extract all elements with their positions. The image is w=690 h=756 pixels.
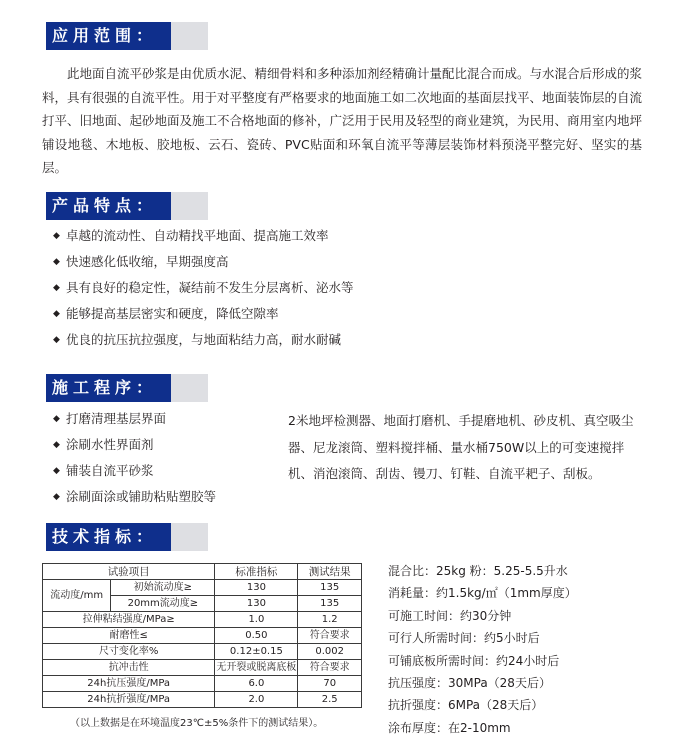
spec-details [388,560,577,739]
table-cell: 符合要求 [298,628,362,644]
table-cell: 24h抗压强度/MPa [43,676,215,692]
table-row [43,644,362,660]
list-item: 可行人所需时间：约5小时后 [388,631,540,646]
table-cell: 1.2 [298,612,362,628]
list-item [50,484,216,510]
table-cell: 初始流动度≥ [111,580,215,596]
feature-text: 优良的抗压抗拉强度，与地面粘结力高，耐水耐碱 [66,332,342,347]
specs-heading [46,523,208,551]
table-cell: 拉伸粘结强度/MPa≥ [43,612,215,628]
list-item: 可铺底板所需时间：约24小时后 [388,653,560,668]
bullet-icon: ◆ [53,335,60,345]
bullet-icon: ◆ [53,492,60,502]
table-cell: 0.002 [298,644,362,660]
table-cell: 符合要求 [298,660,362,676]
table-cell: 1.0 [215,612,298,628]
table-cell: 70 [298,676,362,692]
table-row [43,660,362,676]
table-cell: 135 [298,596,362,612]
flow-group-label: 流动度/mm [43,580,111,612]
heading-accent [171,22,208,50]
features-heading [46,192,208,220]
table-cell: 20mm流动度≥ [111,596,215,612]
feature-text: 快速感化低收缩，早期强度高 [66,254,229,269]
list-item [50,301,354,327]
list-item: 可施工时间：约30分钟 [388,608,512,623]
table-header-row [43,564,362,580]
table-cell: 135 [298,580,362,596]
step-text: 涂刷面涂或铺助粘贴塑胶等 [66,489,217,504]
step-text: 涂刷水性界面剂 [66,437,154,452]
spec-table [42,563,362,708]
application-title: 应用范围： [46,22,171,50]
table-cell: 6.0 [215,676,298,692]
application-heading [46,22,208,50]
table-row [43,628,362,644]
procedure-title: 施工程序： [46,374,171,402]
procedure-heading [46,374,208,402]
list-item [50,458,216,484]
table-header: 标准指标 [215,564,298,580]
feature-text: 能够提高基层密实和硬度，降低空隙率 [66,306,279,321]
bullet-icon: ◆ [53,414,60,424]
specs-title: 技术指标： [46,523,171,551]
table-row [43,692,362,708]
bullet-icon: ◆ [53,309,60,319]
table-cell: 0.12±0.15 [215,644,298,660]
list-item: 消耗量：约1.5kg/㎡（1mm厚度） [388,586,577,601]
table-header: 测试结果 [298,564,362,580]
bullet-icon: ◆ [53,440,60,450]
list-item [50,223,354,249]
table-cell: 尺寸变化率% [43,644,215,660]
list-item [50,327,354,353]
feature-text: 具有良好的稳定性，凝结前不发生分层离析、泌水等 [66,280,354,295]
features-title: 产品特点： [46,192,171,220]
list-item: 抗折强度：6MPa（28天后） [388,698,544,713]
table-cell: 24h抗折强度/MPa [43,692,215,708]
procedure-steps [50,406,216,510]
table-cell: 耐磨性≤ [43,628,215,644]
bullet-icon: ◆ [53,283,60,293]
table-cell: 2.5 [298,692,362,708]
list-item [50,275,354,301]
table-cell: 2.0 [215,692,298,708]
application-text: 此地面自流平砂浆是由优质水泥、精细骨料和多种添加剂经精确计量配比混合而成。与水混合后形成的浆料，具有很强的自流平性。用于对平整度有严格要求的地面施工如二次地面的基面层找平、地面装饰层的自流打平、旧地面、起砂地面及施工不合格地面的修补，广泛用于民用及轻型的商业建筑，为民用、商用室内地坪铺设地毯、木地板、胶地板、云石、瓷砖、PVC贴面和环氧自流平等薄层装饰材料预浇平整完好、坚实的基层。 [42,66,643,175]
list-item: 涂布厚度：在2-10mm [388,720,511,735]
table-cell: 抗冲击性 [43,660,215,676]
spec-footnote: （以上数据是在环境温度23℃±5%条件下的测试结果）。 [70,718,324,729]
bullet-icon: ◆ [53,466,60,476]
table-row [43,676,362,692]
table-row [43,612,362,628]
table-header: 试验项目 [43,564,215,580]
heading-accent [171,192,208,220]
list-item: 抗压强度：30MPa（28天后） [388,675,551,690]
bullet-icon: ◆ [53,257,60,267]
table-cell: 0.50 [215,628,298,644]
procedure-tools: 2米地坪检测器、地面打磨机、手提磨地机、砂皮机、真空吸尘器、尼龙滚筒、塑料搅拌桶、量水桶750W以上的可变速搅拌机、消泡滚筒、刮齿、镘刀、钉鞋、自流平耙子、刮板。 [288,413,634,481]
step-text: 打磨清理基层界面 [66,411,167,426]
features-list [50,223,354,353]
heading-accent [171,523,208,551]
feature-text: 卓越的流动性、自动精找平地面、提高施工效率 [66,228,329,243]
table-cell: 无开裂或脱离底板 [215,660,298,676]
table-cell: 130 [215,596,298,612]
list-item [50,432,216,458]
list-item [50,249,354,275]
bullet-icon: ◆ [53,231,60,241]
heading-accent [171,374,208,402]
table-row [43,580,362,596]
list-item [50,406,216,432]
step-text: 铺装自流平砂浆 [66,463,154,478]
list-item: 混合比：25kg 粉：5.25-5.5升水 [388,564,568,578]
table-cell: 130 [215,580,298,596]
